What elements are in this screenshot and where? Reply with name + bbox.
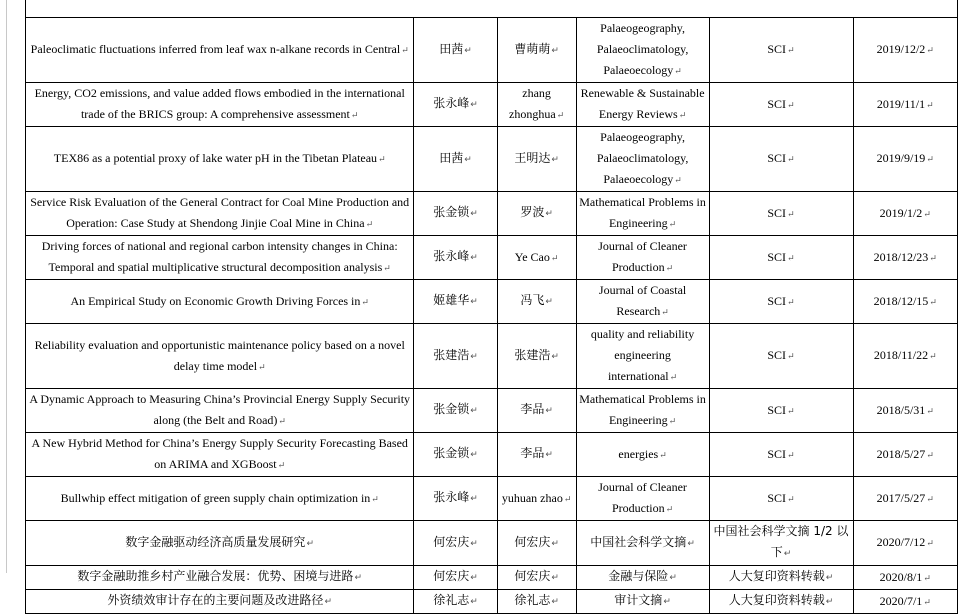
index-cell <box>709 127 853 192</box>
paper-title-cell <box>26 521 414 566</box>
paragraph-mark-icon: ↵ <box>787 296 795 307</box>
paper-title: A Dynamic Approach to Measuring China’s Provincial Energy Supply Security along (the Belt and Road) <box>29 392 411 427</box>
date-cell <box>853 590 958 614</box>
corresponding-author-cell <box>497 566 576 590</box>
index-type: SCI <box>767 490 787 505</box>
paragraph-mark-icon: ↵ <box>378 154 386 164</box>
publish-date: 2018/5/31 <box>876 402 926 417</box>
journal-cell <box>576 521 709 566</box>
publish-date: 2020/7/1 <box>879 593 923 608</box>
index-cell <box>709 83 853 127</box>
first-author: 姬雄华 <box>433 293 470 307</box>
index-type: SCI <box>767 96 787 111</box>
paragraph-mark-icon: ↵ <box>545 406 553 416</box>
journal-name: Journal of Cleaner Production <box>598 480 687 515</box>
first-author-cell <box>414 389 497 433</box>
first-author: 张建浩 <box>433 347 470 362</box>
first-author-cell <box>414 477 497 521</box>
paragraph-mark-icon: ↵ <box>470 351 478 362</box>
paragraph-mark-icon: ↵ <box>278 416 286 426</box>
paragraph-mark-icon: ↵ <box>787 493 795 504</box>
paragraph-mark-icon: ↵ <box>787 208 795 219</box>
paragraph-mark-icon: ↵ <box>926 99 934 110</box>
paragraph-mark-icon: ↵ <box>787 449 795 460</box>
table-row <box>26 433 958 477</box>
paragraph-mark-icon: ↵ <box>354 573 362 583</box>
paper-title-cell <box>26 566 414 590</box>
paragraph-mark-icon: ↵ <box>929 296 937 307</box>
table-row <box>26 477 958 521</box>
paper-title: Paleoclimatic fluctuations inferred from leaf wax n-alkane records in Central <box>30 42 401 56</box>
paragraph-mark-icon: ↵ <box>926 449 934 460</box>
paragraph-mark-icon: ↵ <box>663 597 671 607</box>
index-type: SCI <box>767 249 787 264</box>
first-author-cell <box>414 590 497 614</box>
index-cell <box>709 280 853 324</box>
journal-cell <box>576 389 709 433</box>
paragraph-mark-icon: ↵ <box>361 296 369 307</box>
paragraph-mark-icon: ↵ <box>929 252 937 263</box>
paper-title: Bullwhip effect mitigation of green supply chain optimization in <box>60 490 371 505</box>
journal-name: Palaeogeography, Palaeoclimatology, Palaeoecology <box>596 130 689 186</box>
paper-title-cell <box>26 18 414 83</box>
index-type: 人大复印资料转载 <box>728 569 825 583</box>
date-cell <box>853 477 958 521</box>
table-row <box>26 324 958 389</box>
paragraph-mark-icon: ↵ <box>464 45 472 56</box>
first-author-cell <box>414 433 497 477</box>
paragraph-mark-icon: ↵ <box>550 252 559 263</box>
date-cell <box>853 236 958 280</box>
first-author-cell <box>414 192 497 236</box>
paper-title-cell <box>26 83 414 127</box>
table-row <box>26 566 958 590</box>
date-cell <box>853 324 958 389</box>
journal-name: energies <box>618 446 659 461</box>
journal-name: Journal of Cleaner Production <box>598 239 687 274</box>
journal-name: Palaeogeography, Palaeoclimatology, Palaeoecology <box>596 21 689 77</box>
date-cell <box>853 566 958 590</box>
date-cell <box>853 83 958 127</box>
paragraph-mark-icon: ↵ <box>923 208 931 219</box>
corresponding-author: 李品 <box>520 402 545 416</box>
index-type: SCI <box>767 402 787 417</box>
date-cell <box>853 280 958 324</box>
table-row <box>26 83 958 127</box>
corresponding-author: 冯飞 <box>520 293 545 307</box>
index-cell <box>709 192 853 236</box>
paragraph-mark-icon: ↵ <box>678 110 687 120</box>
journal-cell <box>576 18 709 83</box>
date-cell <box>853 192 958 236</box>
paragraph-mark-icon: ↵ <box>551 573 559 583</box>
corresponding-author: 李品 <box>520 446 545 460</box>
index-type: SCI <box>767 446 787 461</box>
paragraph-mark-icon: ↵ <box>668 416 677 426</box>
journal-name: 审计文摘 <box>614 593 663 607</box>
paper-title-cell <box>26 324 414 389</box>
publish-date: 2019/11/1 <box>876 96 926 111</box>
first-author: 何宏庆 <box>433 569 470 583</box>
paragraph-mark-icon: ↵ <box>687 538 695 549</box>
corresponding-author: 王明达 <box>514 150 551 165</box>
paragraph-mark-icon: ↵ <box>926 154 934 164</box>
journal-cell <box>576 324 709 389</box>
paragraph-mark-icon: ↵ <box>674 66 682 76</box>
paragraph-mark-icon: ↵ <box>669 372 678 382</box>
paper-title-cell <box>26 433 414 477</box>
table-top-continuation <box>25 0 958 17</box>
publish-date: 2019/12/2 <box>876 42 926 56</box>
paper-title-cell <box>26 236 414 280</box>
table-row <box>26 127 958 192</box>
first-author-cell <box>414 236 497 280</box>
paragraph-mark-icon: ↵ <box>665 504 674 514</box>
index-cell <box>709 477 853 521</box>
first-author-cell <box>414 324 497 389</box>
paragraph-mark-icon: ↵ <box>923 572 931 583</box>
paper-title-cell <box>26 477 414 521</box>
paragraph-mark-icon: ↵ <box>470 573 478 583</box>
journal-cell <box>576 477 709 521</box>
journal-name: Journal of Coastal Research <box>598 283 687 318</box>
index-cell <box>709 590 853 614</box>
index-cell <box>709 18 853 83</box>
paper-title: 数字金融驱动经济高质量发展研究 <box>125 534 306 549</box>
paragraph-mark-icon: ↵ <box>926 405 934 416</box>
paragraph-mark-icon: ↵ <box>470 209 478 219</box>
first-author: 张永峰 <box>433 490 470 504</box>
paragraph-mark-icon: ↵ <box>787 252 795 263</box>
date-cell <box>853 521 958 566</box>
corresponding-author: 徐礼志 <box>514 593 551 607</box>
publish-date: 2020/7/12 <box>876 535 926 549</box>
paragraph-mark-icon: ↵ <box>464 154 472 165</box>
first-author-cell <box>414 127 497 192</box>
paragraph-mark-icon: ↵ <box>470 538 478 549</box>
corresponding-author-cell <box>497 324 576 389</box>
paragraph-mark-icon: ↵ <box>787 405 795 416</box>
journal-name: Mathematical Problems in Engineering <box>579 195 706 230</box>
paragraph-mark-icon: ↵ <box>668 219 677 229</box>
date-cell <box>853 389 958 433</box>
corresponding-author: 张建浩 <box>514 347 551 362</box>
first-author-cell <box>414 83 497 127</box>
publications-table <box>25 17 958 614</box>
first-author-cell <box>414 521 497 566</box>
journal-name: Renewable & Sustainable Energy Reviews <box>580 86 705 121</box>
paper-title-cell <box>26 590 414 614</box>
first-author: 张永峰 <box>433 249 470 263</box>
paragraph-mark-icon: ↵ <box>551 538 559 549</box>
index-type: SCI <box>767 42 787 56</box>
index-cell <box>709 433 853 477</box>
first-author: 张金锁 <box>433 446 470 460</box>
page-margin-line <box>6 0 7 573</box>
paragraph-mark-icon: ↵ <box>306 538 314 549</box>
corresponding-author-cell <box>497 83 576 127</box>
paragraph-mark-icon: ↵ <box>551 351 559 362</box>
publish-date: 2019/1/2 <box>879 205 923 220</box>
paragraph-mark-icon: ↵ <box>383 263 391 273</box>
corresponding-author-cell <box>497 521 576 566</box>
paragraph-mark-icon: ↵ <box>825 597 834 607</box>
paragraph-mark-icon: ↵ <box>783 549 792 559</box>
table-row <box>26 389 958 433</box>
paper-title: Service Risk Evaluation of the General Contract for Coal Mine Production and Operation: Case Study at Shendong Jinjie Coal Mine in China <box>30 195 410 230</box>
table-row <box>26 18 958 83</box>
paragraph-mark-icon: ↵ <box>926 45 934 55</box>
table-row <box>26 280 958 324</box>
paper-title: 外资绩效审计存在的主要问题及改进路径 <box>107 593 324 607</box>
index-cell <box>709 566 853 590</box>
paper-title-cell <box>26 389 414 433</box>
paragraph-mark-icon: ↵ <box>551 154 559 165</box>
index-type: SCI <box>767 151 787 165</box>
journal-name: 中国社会科学文摘 <box>590 534 687 549</box>
journal-name: quality and reliability engineering international <box>590 327 695 383</box>
date-cell <box>853 18 958 83</box>
paper-title-cell <box>26 280 414 324</box>
corresponding-author-cell <box>497 127 576 192</box>
paragraph-mark-icon: ↵ <box>470 597 478 607</box>
paragraph-mark-icon: ↵ <box>926 538 934 548</box>
paragraph-mark-icon: ↵ <box>470 450 478 460</box>
publications-table-body <box>26 18 958 614</box>
paragraph-mark-icon: ↵ <box>923 596 931 607</box>
corresponding-author-cell <box>497 389 576 433</box>
paragraph-mark-icon: ↵ <box>669 573 677 583</box>
index-type: SCI <box>767 348 787 362</box>
journal-cell <box>576 433 709 477</box>
paper-title: A New Hybrid Method for China’s Energy Supply Security Forecasting Based on ARIMA and XGBoost <box>31 436 408 471</box>
date-cell <box>853 127 958 192</box>
index-type: 人大复印资料转载 <box>728 593 825 607</box>
paragraph-mark-icon: ↵ <box>277 460 286 470</box>
journal-cell <box>576 236 709 280</box>
corresponding-author-cell <box>497 192 576 236</box>
paper-title: Reliability evaluation and opportunistic maintenance policy based on a novel delay time model <box>34 337 405 373</box>
corresponding-author-cell <box>497 280 576 324</box>
journal-cell <box>576 127 709 192</box>
paragraph-mark-icon: ↵ <box>470 100 478 110</box>
corresponding-author-cell <box>497 477 576 521</box>
first-author-cell <box>414 280 497 324</box>
corresponding-author: 何宏庆 <box>514 569 551 583</box>
publish-date: 2018/11/22 <box>873 348 929 362</box>
paragraph-mark-icon: ↵ <box>258 361 266 372</box>
corresponding-author: Ye Cao <box>514 249 550 264</box>
journal-cell <box>576 590 709 614</box>
paragraph-mark-icon: ↵ <box>659 449 667 460</box>
index-cell <box>709 324 853 389</box>
table-row <box>26 521 958 566</box>
first-author: 张金锁 <box>433 402 470 416</box>
journal-cell <box>576 566 709 590</box>
index-type: 中国社会科学文摘 1/2 以下 <box>713 524 849 559</box>
paragraph-mark-icon: ↵ <box>470 253 478 263</box>
paragraph-mark-icon: ↵ <box>825 573 834 583</box>
paragraph-mark-icon: ↵ <box>545 297 553 307</box>
publish-date: 2020/8/1 <box>879 569 923 584</box>
paragraph-mark-icon: ↵ <box>470 406 478 416</box>
first-author-cell <box>414 18 497 83</box>
paragraph-mark-icon: ↵ <box>551 597 559 607</box>
index-cell <box>709 236 853 280</box>
paper-title: An Empirical Study on Economic Growth Driving Forces in <box>70 293 361 308</box>
paragraph-mark-icon: ↵ <box>929 351 937 361</box>
journal-cell <box>576 83 709 127</box>
paper-title: Driving forces of national and regional carbon intensity changes in China: Temporal and spatial multiplicative structural decomposition analysis <box>41 239 398 274</box>
paragraph-mark-icon: ↵ <box>371 493 379 504</box>
paragraph-mark-icon: ↵ <box>563 493 572 504</box>
first-author: 田茜 <box>439 41 464 56</box>
index-cell <box>709 389 853 433</box>
publish-date: 2019/9/19 <box>876 151 926 165</box>
journal-cell <box>576 192 709 236</box>
corresponding-author-cell <box>497 18 576 83</box>
corresponding-author: zhang zhonghua <box>509 86 556 121</box>
corresponding-author-cell <box>497 590 576 614</box>
paragraph-mark-icon: ↵ <box>661 307 669 317</box>
paragraph-mark-icon: ↵ <box>365 219 374 229</box>
paragraph-mark-icon: ↵ <box>545 450 553 460</box>
paragraph-mark-icon: ↵ <box>665 263 674 273</box>
index-type: SCI <box>767 293 787 308</box>
paper-title: Energy, CO2 emissions, and value added flows embodied in the international trade of the BRICS group: A comprehensive assessment <box>34 86 405 121</box>
paper-title: 数字金融助推乡村产业融合发展：优势、困境与进路 <box>77 569 354 583</box>
paper-title: TEX86 as a potential proxy of lake water pH in the Tibetan Plateau <box>53 151 378 165</box>
paragraph-mark-icon: ↵ <box>556 110 565 120</box>
first-author-cell <box>414 566 497 590</box>
publish-date: 2018/12/23 <box>873 249 929 264</box>
corresponding-author-cell <box>497 236 576 280</box>
paragraph-mark-icon: ↵ <box>787 154 795 164</box>
corresponding-author: yuhuan zhao <box>501 490 563 505</box>
first-author: 田茜 <box>439 150 464 165</box>
journal-name: Mathematical Problems in Engineering <box>579 392 706 427</box>
date-cell <box>853 433 958 477</box>
paragraph-mark-icon: ↵ <box>350 110 359 120</box>
journal-cell <box>576 280 709 324</box>
corresponding-author-cell <box>497 433 576 477</box>
paragraph-mark-icon: ↵ <box>545 209 553 219</box>
paper-title-cell <box>26 192 414 236</box>
paragraph-mark-icon: ↵ <box>787 99 795 110</box>
index-type: SCI <box>767 205 787 220</box>
index-cell <box>709 521 853 566</box>
corresponding-author: 曹萌萌 <box>514 41 551 56</box>
paragraph-mark-icon: ↵ <box>324 597 332 607</box>
first-author: 张永峰 <box>433 96 470 110</box>
paragraph-mark-icon: ↵ <box>470 494 478 504</box>
publish-date: 2018/5/27 <box>876 446 926 461</box>
first-author: 徐礼志 <box>433 593 470 607</box>
corresponding-author: 何宏庆 <box>514 534 551 549</box>
table-row <box>26 236 958 280</box>
journal-name: 金融与保险 <box>608 569 669 583</box>
paragraph-mark-icon: ↵ <box>926 493 934 504</box>
table-row <box>26 192 958 236</box>
paragraph-mark-icon: ↵ <box>470 297 478 307</box>
paragraph-mark-icon: ↵ <box>787 45 795 55</box>
paragraph-mark-icon: ↵ <box>401 45 409 55</box>
table-row <box>26 590 958 614</box>
first-author: 何宏庆 <box>433 534 470 549</box>
corresponding-author: 罗波 <box>520 205 545 219</box>
paragraph-mark-icon: ↵ <box>674 175 682 185</box>
first-author: 张金锁 <box>433 205 470 219</box>
paragraph-mark-icon: ↵ <box>787 351 795 361</box>
paper-title-cell <box>26 127 414 192</box>
paragraph-mark-icon: ↵ <box>551 45 559 56</box>
publish-date: 2018/12/15 <box>873 293 929 308</box>
publish-date: 2017/5/27 <box>876 490 926 505</box>
